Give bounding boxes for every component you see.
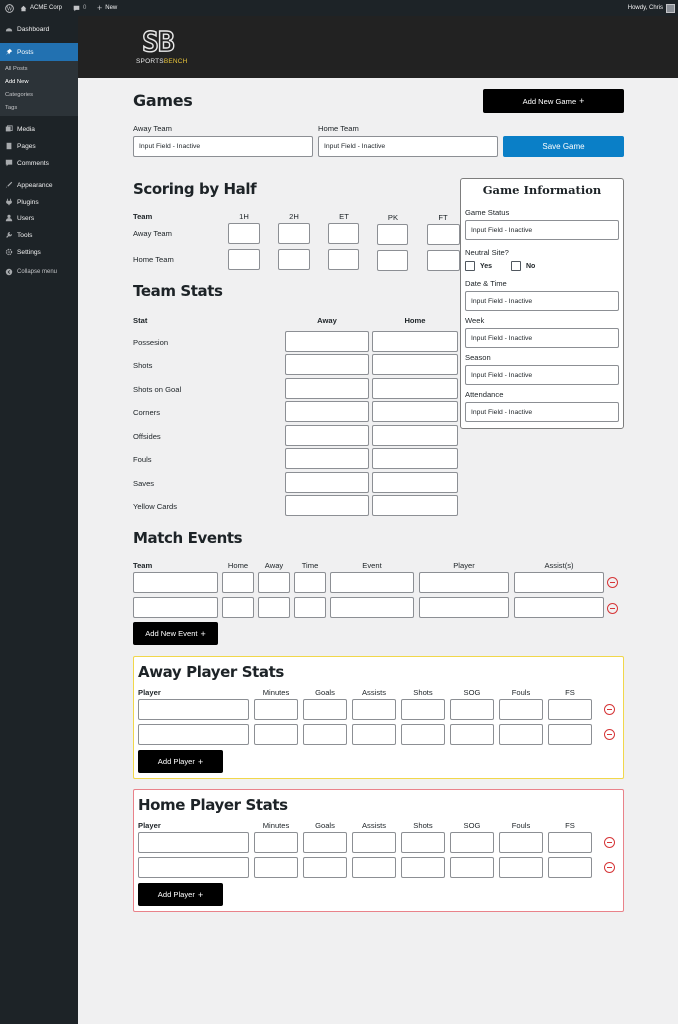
collapse-icon (5, 268, 13, 276)
home-team-input[interactable]: Input Field - Inactive (318, 136, 498, 157)
home-icon (20, 5, 27, 12)
collapse-menu-button[interactable] (0, 263, 78, 281)
plugin-banner (78, 16, 678, 78)
plus-icon: + (197, 756, 204, 767)
menu-item-settings[interactable] (0, 243, 78, 261)
scoring-row-away: Away Team (133, 229, 172, 238)
score-input[interactable] (427, 250, 460, 271)
event-col-assists: Assist(s) (544, 561, 574, 570)
stat-away-input[interactable] (285, 495, 369, 516)
stat-home-input[interactable] (372, 495, 458, 516)
away-stat-input[interactable] (254, 724, 298, 745)
admin-bar (0, 0, 678, 16)
away-stat-input[interactable] (450, 724, 494, 745)
home-stat-input[interactable] (352, 857, 396, 878)
away-player-stats-panel (133, 656, 624, 779)
remove-row-icon[interactable] (604, 862, 615, 873)
menu-item-comments[interactable] (0, 154, 78, 172)
home-add-player-label: Add Player (157, 890, 195, 899)
home-stat-input[interactable] (303, 857, 347, 878)
home-col-shots: Shots (413, 821, 433, 830)
appearance-icon (5, 181, 13, 189)
away-col-minutes: Minutes (262, 688, 290, 697)
submenu-tags[interactable]: Tags (5, 105, 18, 111)
stat-home-input[interactable] (372, 448, 458, 469)
game-status-input[interactable]: Input Field - Inactive (465, 220, 619, 240)
away-player-input[interactable] (138, 699, 249, 720)
stat-row-label: Possesion (133, 338, 169, 347)
remove-row-icon[interactable] (604, 704, 615, 715)
plugins-icon (5, 198, 13, 206)
event-away-input[interactable] (258, 597, 290, 618)
home-player-stats-title: Home Player Stats (138, 796, 288, 814)
score-input[interactable] (328, 223, 359, 244)
event-player-input[interactable] (419, 572, 509, 593)
stat-header: Stat (133, 316, 148, 325)
pages-icon (5, 142, 13, 150)
score-input[interactable] (377, 250, 408, 271)
wordpress-logo-icon[interactable] (5, 0, 14, 16)
score-input[interactable] (427, 224, 460, 245)
home-team-label: Home Team (318, 124, 359, 133)
menu-label: Settings (17, 248, 41, 256)
attendance-label: Attendance (465, 390, 504, 399)
week-label: Week (465, 316, 485, 325)
event-event-input[interactable] (330, 597, 414, 618)
stat-away-header: Away (317, 316, 337, 325)
neutral-yes-label: Yes (480, 263, 493, 270)
menu-label: Users (17, 214, 35, 222)
home-player-input[interactable] (138, 832, 249, 853)
page-title: Games (133, 91, 193, 110)
stat-home-input[interactable] (372, 401, 458, 422)
neutral-no-label: No (526, 263, 536, 270)
remove-row-icon[interactable] (607, 603, 618, 614)
plus-icon: + (579, 96, 585, 106)
away-player-header: Player (138, 688, 161, 697)
stat-home-input[interactable] (372, 425, 458, 446)
away-team-label: Away Team (133, 124, 172, 133)
account-menu[interactable] (628, 0, 675, 16)
stat-away-input[interactable] (285, 448, 369, 469)
score-input[interactable] (228, 223, 260, 244)
away-stat-input[interactable] (450, 699, 494, 720)
menu-item-media[interactable] (0, 120, 78, 138)
submenu-all-posts[interactable]: All Posts (5, 66, 28, 72)
menu-item-dashboard[interactable] (0, 20, 78, 38)
game-information-panel (460, 178, 624, 429)
home-add-player-button[interactable] (138, 883, 223, 906)
neutral-site-label: Neutral Site? (465, 248, 509, 257)
away-stat-input[interactable] (303, 724, 347, 745)
settings-icon (5, 248, 13, 256)
menu-item-pages[interactable] (0, 137, 78, 155)
scoring-col-et: ET (339, 212, 349, 221)
scoring-col-2h: 2H (289, 212, 299, 221)
event-event-input[interactable] (330, 572, 414, 593)
away-player-input[interactable] (138, 724, 249, 745)
away-stat-input[interactable] (548, 699, 592, 720)
stat-row-label: Fouls (133, 455, 152, 464)
menu-item-appearance[interactable] (0, 176, 78, 194)
add-new-game-button[interactable] (483, 89, 624, 113)
score-input[interactable] (328, 249, 359, 270)
sportsbench-logo (136, 25, 188, 69)
stat-home-input[interactable] (372, 354, 458, 375)
away-add-player-label: Add Player (157, 757, 195, 766)
week-input[interactable]: Input Field - Inactive (465, 328, 619, 348)
away-stat-input[interactable] (352, 724, 396, 745)
collapse-label: Collapse menu (17, 269, 58, 275)
away-col-goals: Goals (315, 688, 335, 697)
away-stat-input[interactable] (401, 699, 445, 720)
new-content-link[interactable] (97, 0, 117, 16)
menu-label: Appearance (17, 181, 53, 189)
plus-icon: + (97, 3, 103, 13)
scoring-col-1h: 1H (239, 212, 249, 221)
away-add-player-button[interactable] (138, 750, 223, 773)
stat-row-label: Saves (133, 479, 155, 488)
stat-home-header: Home (404, 316, 426, 325)
event-team-input[interactable] (133, 597, 218, 618)
submenu-categories[interactable]: Categories (5, 92, 34, 98)
stat-row-label: Corners (133, 408, 161, 417)
stat-row-label: Shots on Goal (133, 385, 182, 394)
season-label: Season (465, 353, 491, 362)
score-input[interactable] (228, 249, 260, 270)
stat-away-input[interactable] (285, 331, 369, 352)
stat-home-input[interactable] (372, 472, 458, 493)
home-stat-input[interactable] (499, 857, 543, 878)
avatar (666, 4, 675, 13)
season-input[interactable]: Input Field - Inactive (465, 365, 619, 385)
away-stat-input[interactable] (303, 699, 347, 720)
logo-text-bench: BENCH (163, 58, 188, 65)
score-input[interactable] (377, 224, 408, 245)
scoring-team-header: Team (133, 212, 153, 221)
away-col-assists: Assists (361, 688, 387, 697)
away-col-fs: FS (565, 688, 575, 697)
stat-home-input[interactable] (372, 331, 458, 352)
menu-label: Media (17, 125, 35, 133)
stat-away-input[interactable] (285, 472, 369, 493)
away-stat-input[interactable] (352, 699, 396, 720)
stat-row-label: Shots (133, 361, 153, 370)
remove-row-icon[interactable] (607, 577, 618, 588)
away-stat-input[interactable] (499, 724, 543, 745)
save-game-button[interactable]: Save Game (503, 136, 624, 157)
comments-count: 0 (83, 5, 87, 11)
event-team-input[interactable] (133, 572, 218, 593)
new-label: New (105, 5, 118, 11)
posts-submenu (0, 61, 78, 116)
home-stat-input[interactable] (352, 832, 396, 853)
event-away-input[interactable] (258, 572, 290, 593)
remove-row-icon[interactable] (604, 837, 615, 848)
event-col-time: Time (301, 561, 319, 570)
menu-item-users[interactable] (0, 209, 78, 227)
comments-link[interactable] (73, 0, 86, 16)
dashboard-icon (5, 25, 13, 33)
home-col-minutes: Minutes (262, 821, 290, 830)
svg-text:W: W (6, 5, 13, 12)
away-player-stats-title: Away Player Stats (138, 663, 284, 681)
stat-away-input[interactable] (285, 425, 369, 446)
home-col-fouls: Fouls (511, 821, 531, 830)
away-col-shots: Shots (413, 688, 433, 697)
neutral-no-checkbox[interactable] (511, 261, 521, 271)
stat-home-input[interactable] (372, 378, 458, 399)
plus-icon: + (197, 889, 204, 900)
event-assist-input[interactable] (514, 572, 604, 593)
home-stat-input[interactable] (450, 857, 494, 878)
home-col-assists: Assists (361, 821, 387, 830)
stat-away-input[interactable] (285, 378, 369, 399)
date-time-label: Date & Time (465, 279, 507, 288)
logo-letters: SB (142, 25, 174, 58)
event-assist-input[interactable] (514, 597, 604, 618)
neutral-yes-checkbox[interactable] (465, 261, 475, 271)
menu-label: Dashboard (17, 25, 50, 33)
menu-label: Posts (17, 48, 34, 56)
menu-label: Plugins (17, 198, 39, 206)
date-time-input[interactable]: Input Field - Inactive (465, 291, 619, 311)
remove-row-icon[interactable] (604, 729, 615, 740)
match-events-title: Match Events (133, 529, 243, 547)
add-new-event-label: Add New Event (145, 629, 198, 638)
event-time-input[interactable] (294, 597, 326, 618)
tools-icon (5, 231, 13, 239)
menu-item-posts[interactable] (0, 43, 78, 61)
stat-away-input[interactable] (285, 354, 369, 375)
plus-icon: + (200, 628, 206, 639)
menu-label: Pages (17, 142, 36, 150)
home-stat-input[interactable] (499, 832, 543, 853)
home-stat-input[interactable] (401, 832, 445, 853)
home-player-input[interactable] (138, 857, 249, 878)
stat-row-label: Offsides (133, 432, 161, 441)
menu-item-tools[interactable] (0, 226, 78, 244)
event-time-input[interactable] (294, 572, 326, 593)
stat-away-input[interactable] (285, 401, 369, 422)
home-stat-input[interactable] (254, 857, 298, 878)
event-home-input[interactable] (222, 572, 254, 593)
admin-sidebar (0, 16, 78, 1024)
stat-row-label: Yellow Cards (133, 502, 178, 511)
submenu-add-new[interactable]: Add New (5, 79, 29, 85)
home-stat-input[interactable] (254, 832, 298, 853)
add-new-event-button[interactable] (133, 622, 218, 645)
menu-label: Tools (17, 231, 33, 239)
team-stats-title: Team Stats (133, 282, 223, 300)
game-status-label: Game Status (465, 208, 510, 217)
home-col-goals: Goals (315, 821, 335, 830)
attendance-input[interactable]: Input Field - Inactive (465, 402, 619, 422)
logo-text-sports: SPORTS (136, 58, 164, 65)
site-name-link[interactable] (20, 0, 62, 16)
event-team-header: Team (133, 561, 153, 570)
media-icon (5, 125, 13, 133)
event-col-player: Player (453, 561, 475, 570)
home-stat-input[interactable] (401, 857, 445, 878)
home-player-header: Player (138, 821, 161, 830)
score-input[interactable] (278, 223, 310, 244)
away-stat-input[interactable] (499, 699, 543, 720)
game-information-title: Game Information (482, 183, 602, 197)
menu-label: Comments (17, 159, 49, 167)
add-new-game-label: Add New Game (522, 96, 577, 106)
away-stat-input[interactable] (401, 724, 445, 745)
away-stat-input[interactable] (548, 724, 592, 745)
away-col-fouls: Fouls (511, 688, 531, 697)
away-col-sog: SOG (463, 688, 481, 697)
home-stat-input[interactable] (450, 832, 494, 853)
event-col-event: Event (362, 561, 382, 570)
scoring-col-ft: FT (438, 213, 448, 222)
users-icon (5, 214, 13, 222)
home-stat-input[interactable] (303, 832, 347, 853)
event-col-away: Away (264, 561, 284, 570)
home-stat-input[interactable] (548, 832, 592, 853)
home-stat-input[interactable] (548, 857, 592, 878)
event-home-input[interactable] (222, 597, 254, 618)
scoring-col-pk: PK (387, 213, 399, 222)
home-col-fs: FS (565, 821, 575, 830)
scoring-title: Scoring by Half (133, 180, 257, 198)
score-input[interactable] (278, 249, 310, 270)
away-team-input[interactable]: Input Field - Inactive (133, 136, 313, 157)
home-col-sog: SOG (463, 821, 481, 830)
away-stat-input[interactable] (254, 699, 298, 720)
event-col-home: Home (227, 561, 249, 570)
scoring-row-home: Home Team (133, 255, 174, 264)
home-player-stats-panel (133, 789, 624, 912)
pin-icon (5, 48, 13, 56)
site-name: ACME Corp (30, 5, 63, 11)
greeting: Howdy, Chris (627, 5, 663, 11)
comment-bubble-icon (73, 5, 80, 12)
event-player-input[interactable] (419, 597, 509, 618)
comments-icon (5, 159, 13, 167)
